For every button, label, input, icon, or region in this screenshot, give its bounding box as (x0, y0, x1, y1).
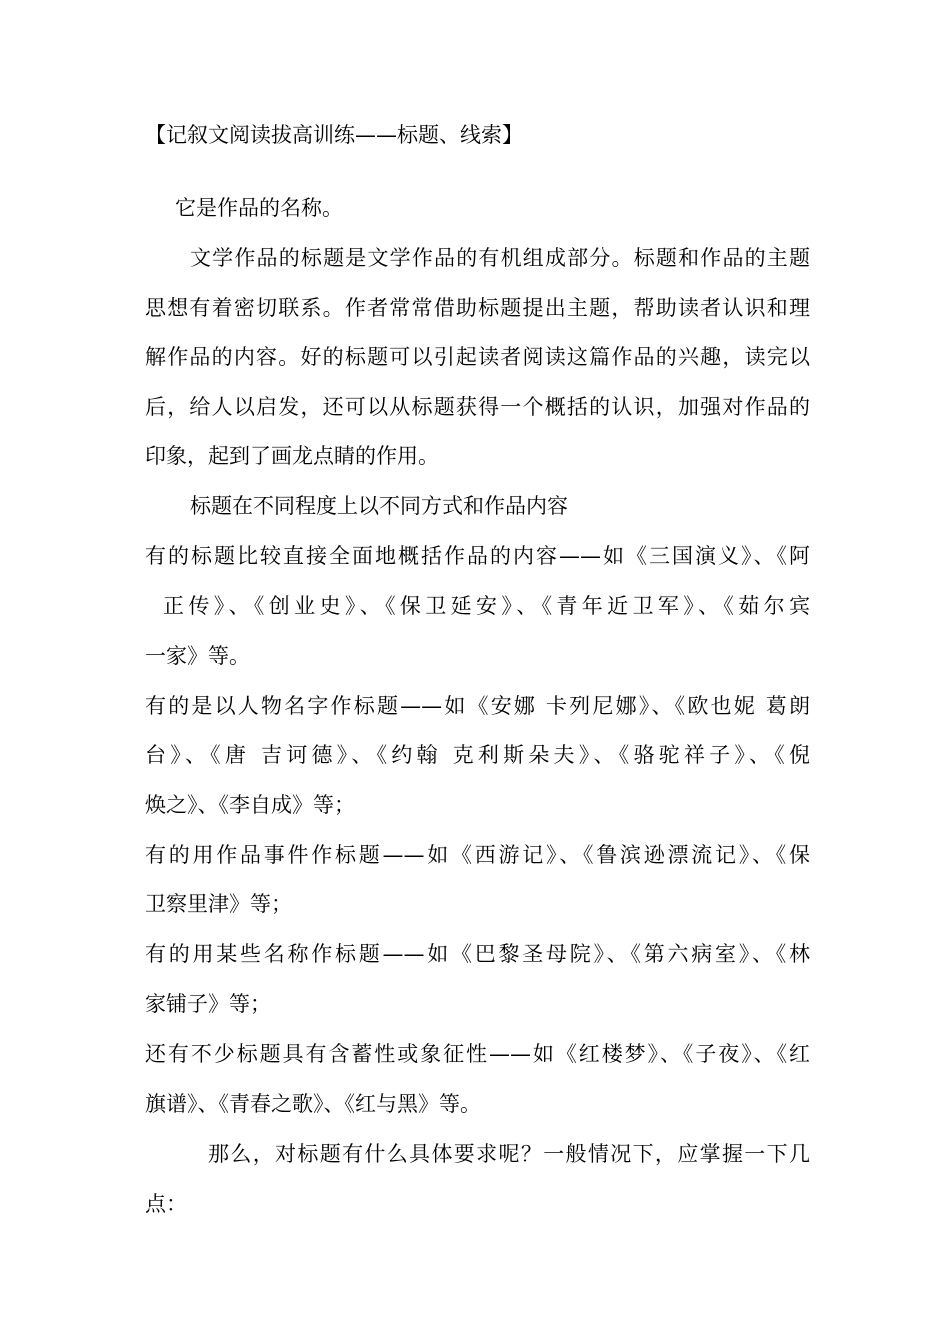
paragraph-line: 有的用作品事件作标题——如《西游记》、《鲁滨逊漂流记》、《保 (145, 843, 810, 867)
paragraph-line: 正传》、《创业史》、《保卫延安》、《青年近卫军》、《茹尔宾 (163, 594, 810, 618)
paragraph-line: 文学作品的标题是文学作品的有机组成部分。标题和作品的主题 (190, 246, 810, 270)
paragraph-line: 有的用某些名称作标题——如《巴黎圣母院》、《第六病室》、《林 (145, 942, 810, 966)
paragraph-line: 家铺子》等； (145, 992, 271, 1016)
paragraph-line: 思想有着密切联系。作者常常借助标题提出主题，帮助读者认识和理 (145, 296, 810, 320)
paragraph-line: 解作品的内容。好的标题可以引起读者阅读这篇作品的兴趣，读完以 (145, 345, 810, 369)
paragraph-line: 印象，起到了画龙点睛的作用。 (145, 444, 439, 468)
paragraph-line: 点： (145, 1192, 187, 1216)
paragraph-line: 标题在不同程度上以不同方式和作品内容 (190, 494, 568, 518)
paragraph-line: 有的是以人物名字作标题——如《安娜 卡列尼娜》、《欧也妮 葛朗 (145, 694, 810, 718)
paragraph-line: 还有不少标题具有含蓄性或象征性——如《红楼梦》、《子夜》、《红 (145, 1042, 810, 1066)
paragraph-line: 一家》等。 (145, 644, 250, 668)
paragraph-line: 它是作品的名称。 (175, 196, 343, 220)
paragraph-line: 台》、《唐 吉诃德》、《约翰 克利斯朵夫》、《骆驼祥子》、《倪 (145, 743, 810, 767)
paragraph-line: 旗谱》、《青春之歌》、《红与黑》等。 (145, 1092, 481, 1116)
paragraph-line: 焕之》、《李自成》等； (145, 793, 355, 817)
paragraph-line: 卫察里津》等； (145, 892, 292, 916)
paragraph-line: 后，给人以启发，还可以从标题获得一个概括的认识，加强对作品的 (145, 395, 810, 419)
document-title: 【记叙文阅读拔高训练——标题、线索】 (145, 123, 523, 147)
paragraph-line: 那么，对标题有什么具体要求呢？一般情况下，应掌握一下几 (208, 1142, 810, 1166)
paragraph-line: 有的标题比较直接全面地概括作品的内容——如《三国演义》、《阿 (145, 544, 810, 568)
